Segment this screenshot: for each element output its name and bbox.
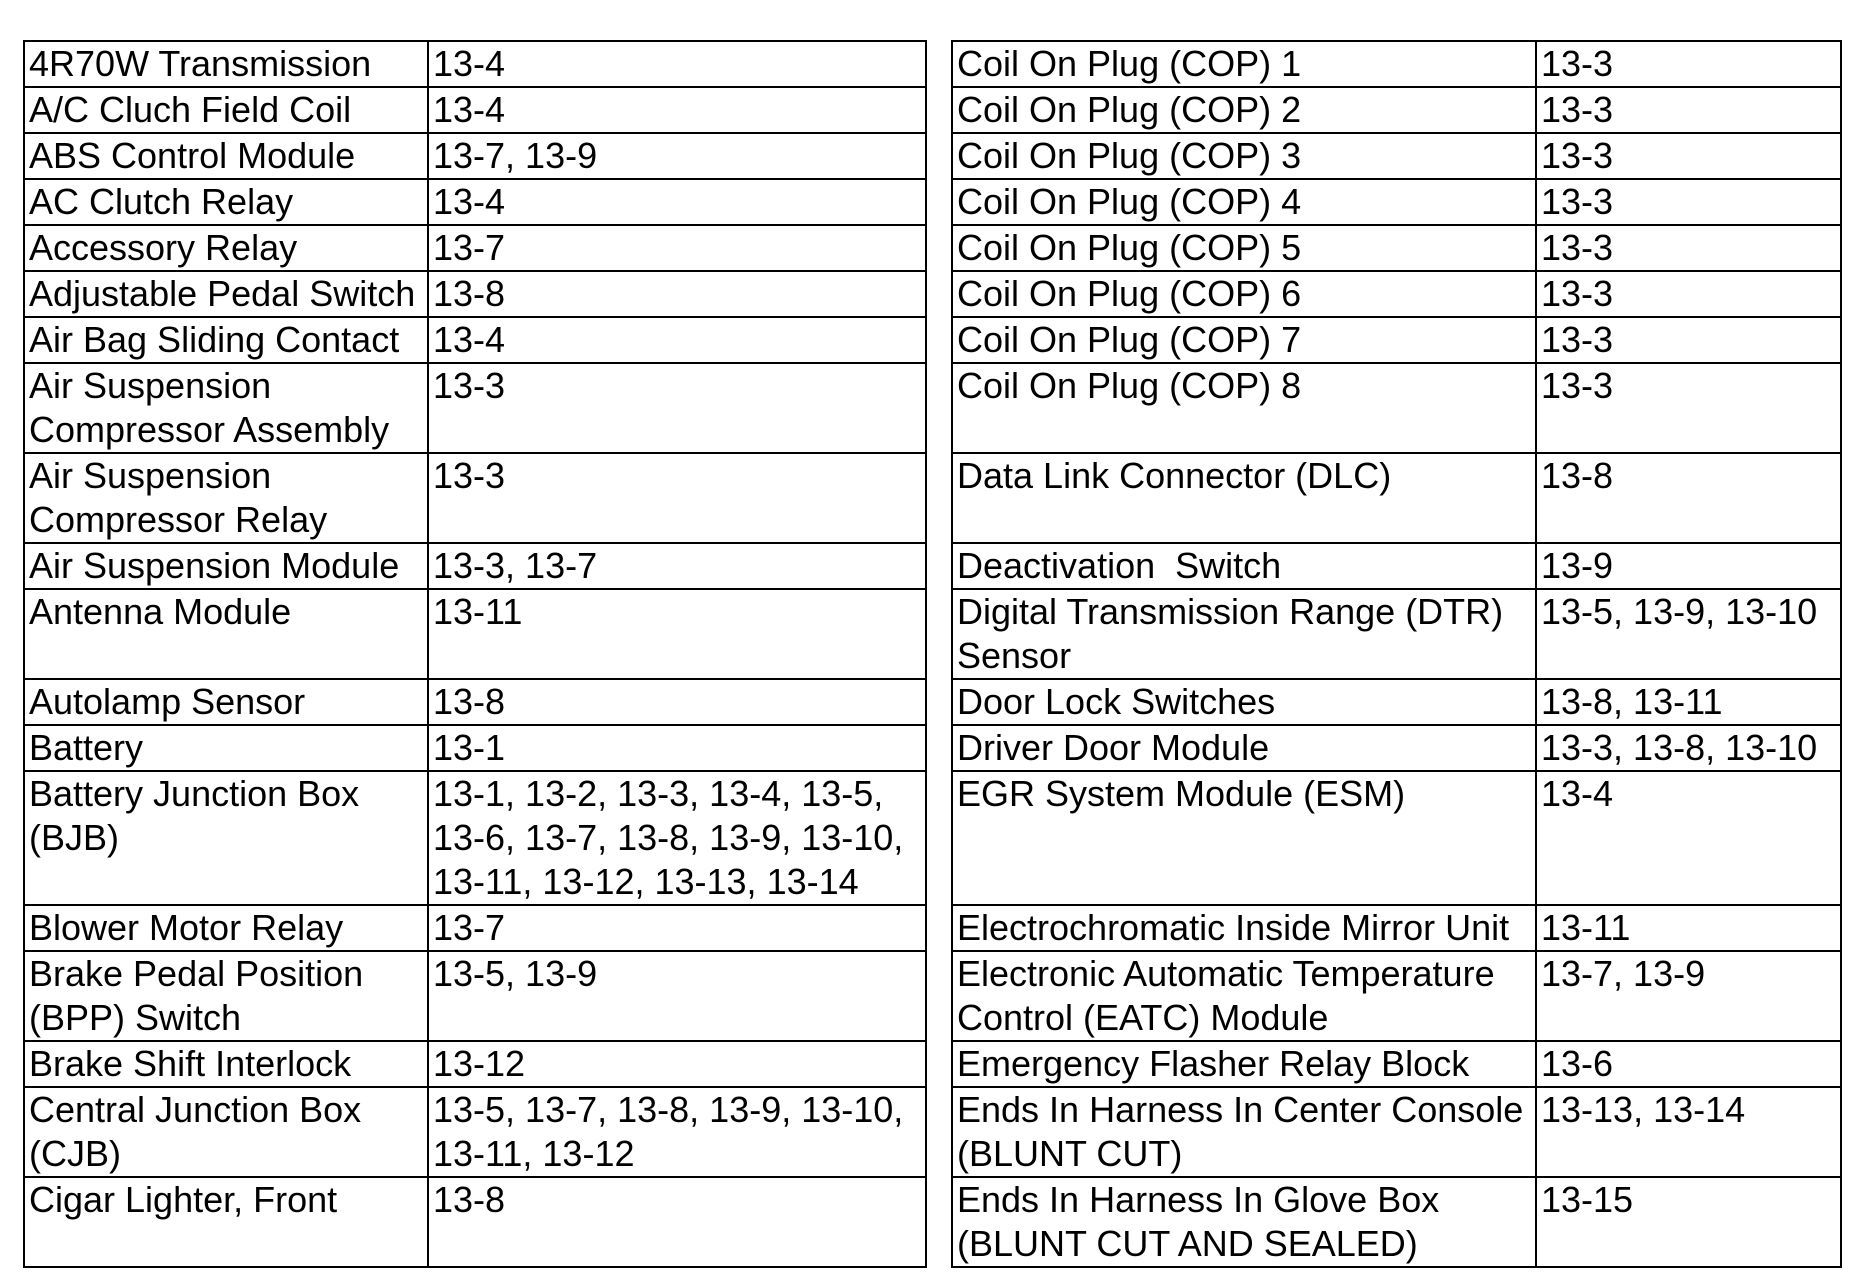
component-name-cell: Door Lock Switches [952, 679, 1536, 725]
component-name-cell: Emergency Flasher Relay Block [952, 1041, 1536, 1087]
page-reference-cell: 13-6 [1536, 1041, 1841, 1087]
component-name-cell: Battery [24, 725, 428, 771]
component-name-cell: A/C Cluch Field Coil [24, 87, 428, 133]
table-row [24, 87, 1841, 133]
table-row [24, 179, 1841, 225]
table-row [24, 1087, 1841, 1177]
column-divider [926, 589, 952, 679]
component-name-cell: Central Junction Box (CJB) [24, 1087, 428, 1177]
page-reference-cell: 13-15 [1536, 1177, 1841, 1267]
page-reference-cell: 13-3 [1536, 87, 1841, 133]
component-name-cell: AC Clutch Relay [24, 179, 428, 225]
column-divider [926, 453, 952, 543]
column-divider [926, 133, 952, 179]
component-name-cell: Coil On Plug (COP) 8 [952, 363, 1536, 453]
column-divider [926, 679, 952, 725]
page-reference-cell: 13-4 [1536, 771, 1841, 905]
page-reference-cell: 13-8 [428, 1177, 926, 1267]
column-divider [926, 179, 952, 225]
column-divider [926, 317, 952, 363]
page-reference-cell: 13-12 [428, 1041, 926, 1087]
page-reference-cell: 13-3, 13-8, 13-10 [1536, 725, 1841, 771]
table-row [24, 543, 1841, 589]
column-divider [926, 905, 952, 951]
component-name-cell: Air Suspension Compressor Assembly [24, 363, 428, 453]
table-row [24, 363, 1841, 453]
component-name-cell: Coil On Plug (COP) 3 [952, 133, 1536, 179]
component-name-cell: Ends In Harness In Glove Box (BLUNT CUT AND SEALED) [952, 1177, 1536, 1267]
component-name-cell: 4R70W Transmission [24, 41, 428, 87]
component-name-cell: Driver Door Module [952, 725, 1536, 771]
table-row [24, 725, 1841, 771]
component-name-cell: ABS Control Module [24, 133, 428, 179]
table-body [24, 41, 1841, 1267]
page-reference-cell: 13-3, 13-7 [428, 543, 926, 589]
page-reference-cell: 13-4 [428, 317, 926, 363]
page-reference-cell: 13-13, 13-14 [1536, 1087, 1841, 1177]
page-reference-cell: 13-4 [428, 87, 926, 133]
table-row [24, 453, 1841, 543]
component-name-cell: Blower Motor Relay [24, 905, 428, 951]
page-reference-cell: 13-9 [1536, 543, 1841, 589]
column-divider [926, 1087, 952, 1177]
page-reference-cell: 13-8 [428, 271, 926, 317]
table-row [24, 1041, 1841, 1087]
column-divider [926, 225, 952, 271]
component-name-cell: EGR System Module (ESM) [952, 771, 1536, 905]
column-divider [926, 771, 952, 905]
component-name-cell: Air Suspension Module [24, 543, 428, 589]
page-reference-cell: 13-1, 13-2, 13-3, 13-4, 13-5, 13-6, 13-7, 13-8, 13-9, 13-10, 13-11, 13-12, 13-13, 13-14 [428, 771, 926, 905]
component-name-cell: Air Suspension Compressor Relay [24, 453, 428, 543]
column-divider [926, 1041, 952, 1087]
table-row [24, 271, 1841, 317]
component-name-cell: Coil On Plug (COP) 5 [952, 225, 1536, 271]
component-name-cell: Electronic Automatic Temperature Control (EATC) Module [952, 951, 1536, 1041]
component-name-cell: Coil On Plug (COP) 6 [952, 271, 1536, 317]
page-reference-cell: 13-3 [1536, 41, 1841, 87]
page-reference-cell: 13-4 [428, 41, 926, 87]
page-reference-cell: 13-3 [428, 363, 926, 453]
component-name-cell: Coil On Plug (COP) 7 [952, 317, 1536, 363]
table-row [24, 679, 1841, 725]
page-reference-cell: 13-3 [1536, 317, 1841, 363]
page-reference-cell: 13-3 [1536, 271, 1841, 317]
column-divider [926, 271, 952, 317]
table-row [24, 133, 1841, 179]
page-reference-cell: 13-5, 13-9, 13-10 [1536, 589, 1841, 679]
component-name-cell: Brake Shift Interlock [24, 1041, 428, 1087]
page-reference-cell: 13-3 [1536, 225, 1841, 271]
component-name-cell: Battery Junction Box (BJB) [24, 771, 428, 905]
page-reference-cell: 13-7, 13-9 [1536, 951, 1841, 1041]
component-name-cell: Cigar Lighter, Front [24, 1177, 428, 1267]
page-reference-cell: 13-3 [428, 453, 926, 543]
component-name-cell: Ends In Harness In Center Console (BLUNT CUT) [952, 1087, 1536, 1177]
table-row [24, 225, 1841, 271]
table-row [24, 905, 1841, 951]
page-reference-cell: 13-3 [1536, 179, 1841, 225]
component-index-page [23, 40, 1840, 1268]
page-reference-cell: 13-11 [1536, 905, 1841, 951]
column-divider [926, 543, 952, 589]
table-row [24, 317, 1841, 363]
page-reference-cell: 13-7 [428, 225, 926, 271]
component-name-cell: Adjustable Pedal Switch [24, 271, 428, 317]
column-divider [926, 363, 952, 453]
component-name-cell: Accessory Relay [24, 225, 428, 271]
column-divider [926, 87, 952, 133]
table-row [24, 1177, 1841, 1267]
component-name-cell: Brake Pedal Position (BPP) Switch [24, 951, 428, 1041]
component-name-cell: Electrochromatic Inside Mirror Unit [952, 905, 1536, 951]
page-reference-cell: 13-8, 13-11 [1536, 679, 1841, 725]
page-reference-cell: 13-4 [428, 179, 926, 225]
table-row [24, 589, 1841, 679]
component-name-cell: Deactivation Switch [952, 543, 1536, 589]
page-reference-cell: 13-3 [1536, 363, 1841, 453]
table-row [24, 771, 1841, 905]
table-row [24, 41, 1841, 87]
page-reference-cell: 13-8 [428, 679, 926, 725]
component-location-table [23, 40, 1842, 1268]
page-reference-cell: 13-7, 13-9 [428, 133, 926, 179]
page-reference-cell: 13-5, 13-9 [428, 951, 926, 1041]
column-divider [926, 951, 952, 1041]
component-name-cell: Coil On Plug (COP) 2 [952, 87, 1536, 133]
page-reference-cell: 13-7 [428, 905, 926, 951]
column-divider [926, 41, 952, 87]
component-name-cell: Autolamp Sensor [24, 679, 428, 725]
table-row [24, 951, 1841, 1041]
page-reference-cell: 13-1 [428, 725, 926, 771]
page-reference-cell: 13-8 [1536, 453, 1841, 543]
component-name-cell: Coil On Plug (COP) 1 [952, 41, 1536, 87]
component-name-cell: Coil On Plug (COP) 4 [952, 179, 1536, 225]
column-divider [926, 1177, 952, 1267]
page-reference-cell: 13-5, 13-7, 13-8, 13-9, 13-10, 13-11, 13-12 [428, 1087, 926, 1177]
component-name-cell: Digital Transmission Range (DTR) Sensor [952, 589, 1536, 679]
component-name-cell: Air Bag Sliding Contact [24, 317, 428, 363]
component-name-cell: Data Link Connector (DLC) [952, 453, 1536, 543]
page-reference-cell: 13-3 [1536, 133, 1841, 179]
page-reference-cell: 13-11 [428, 589, 926, 679]
component-name-cell: Antenna Module [24, 589, 428, 679]
column-divider [926, 725, 952, 771]
